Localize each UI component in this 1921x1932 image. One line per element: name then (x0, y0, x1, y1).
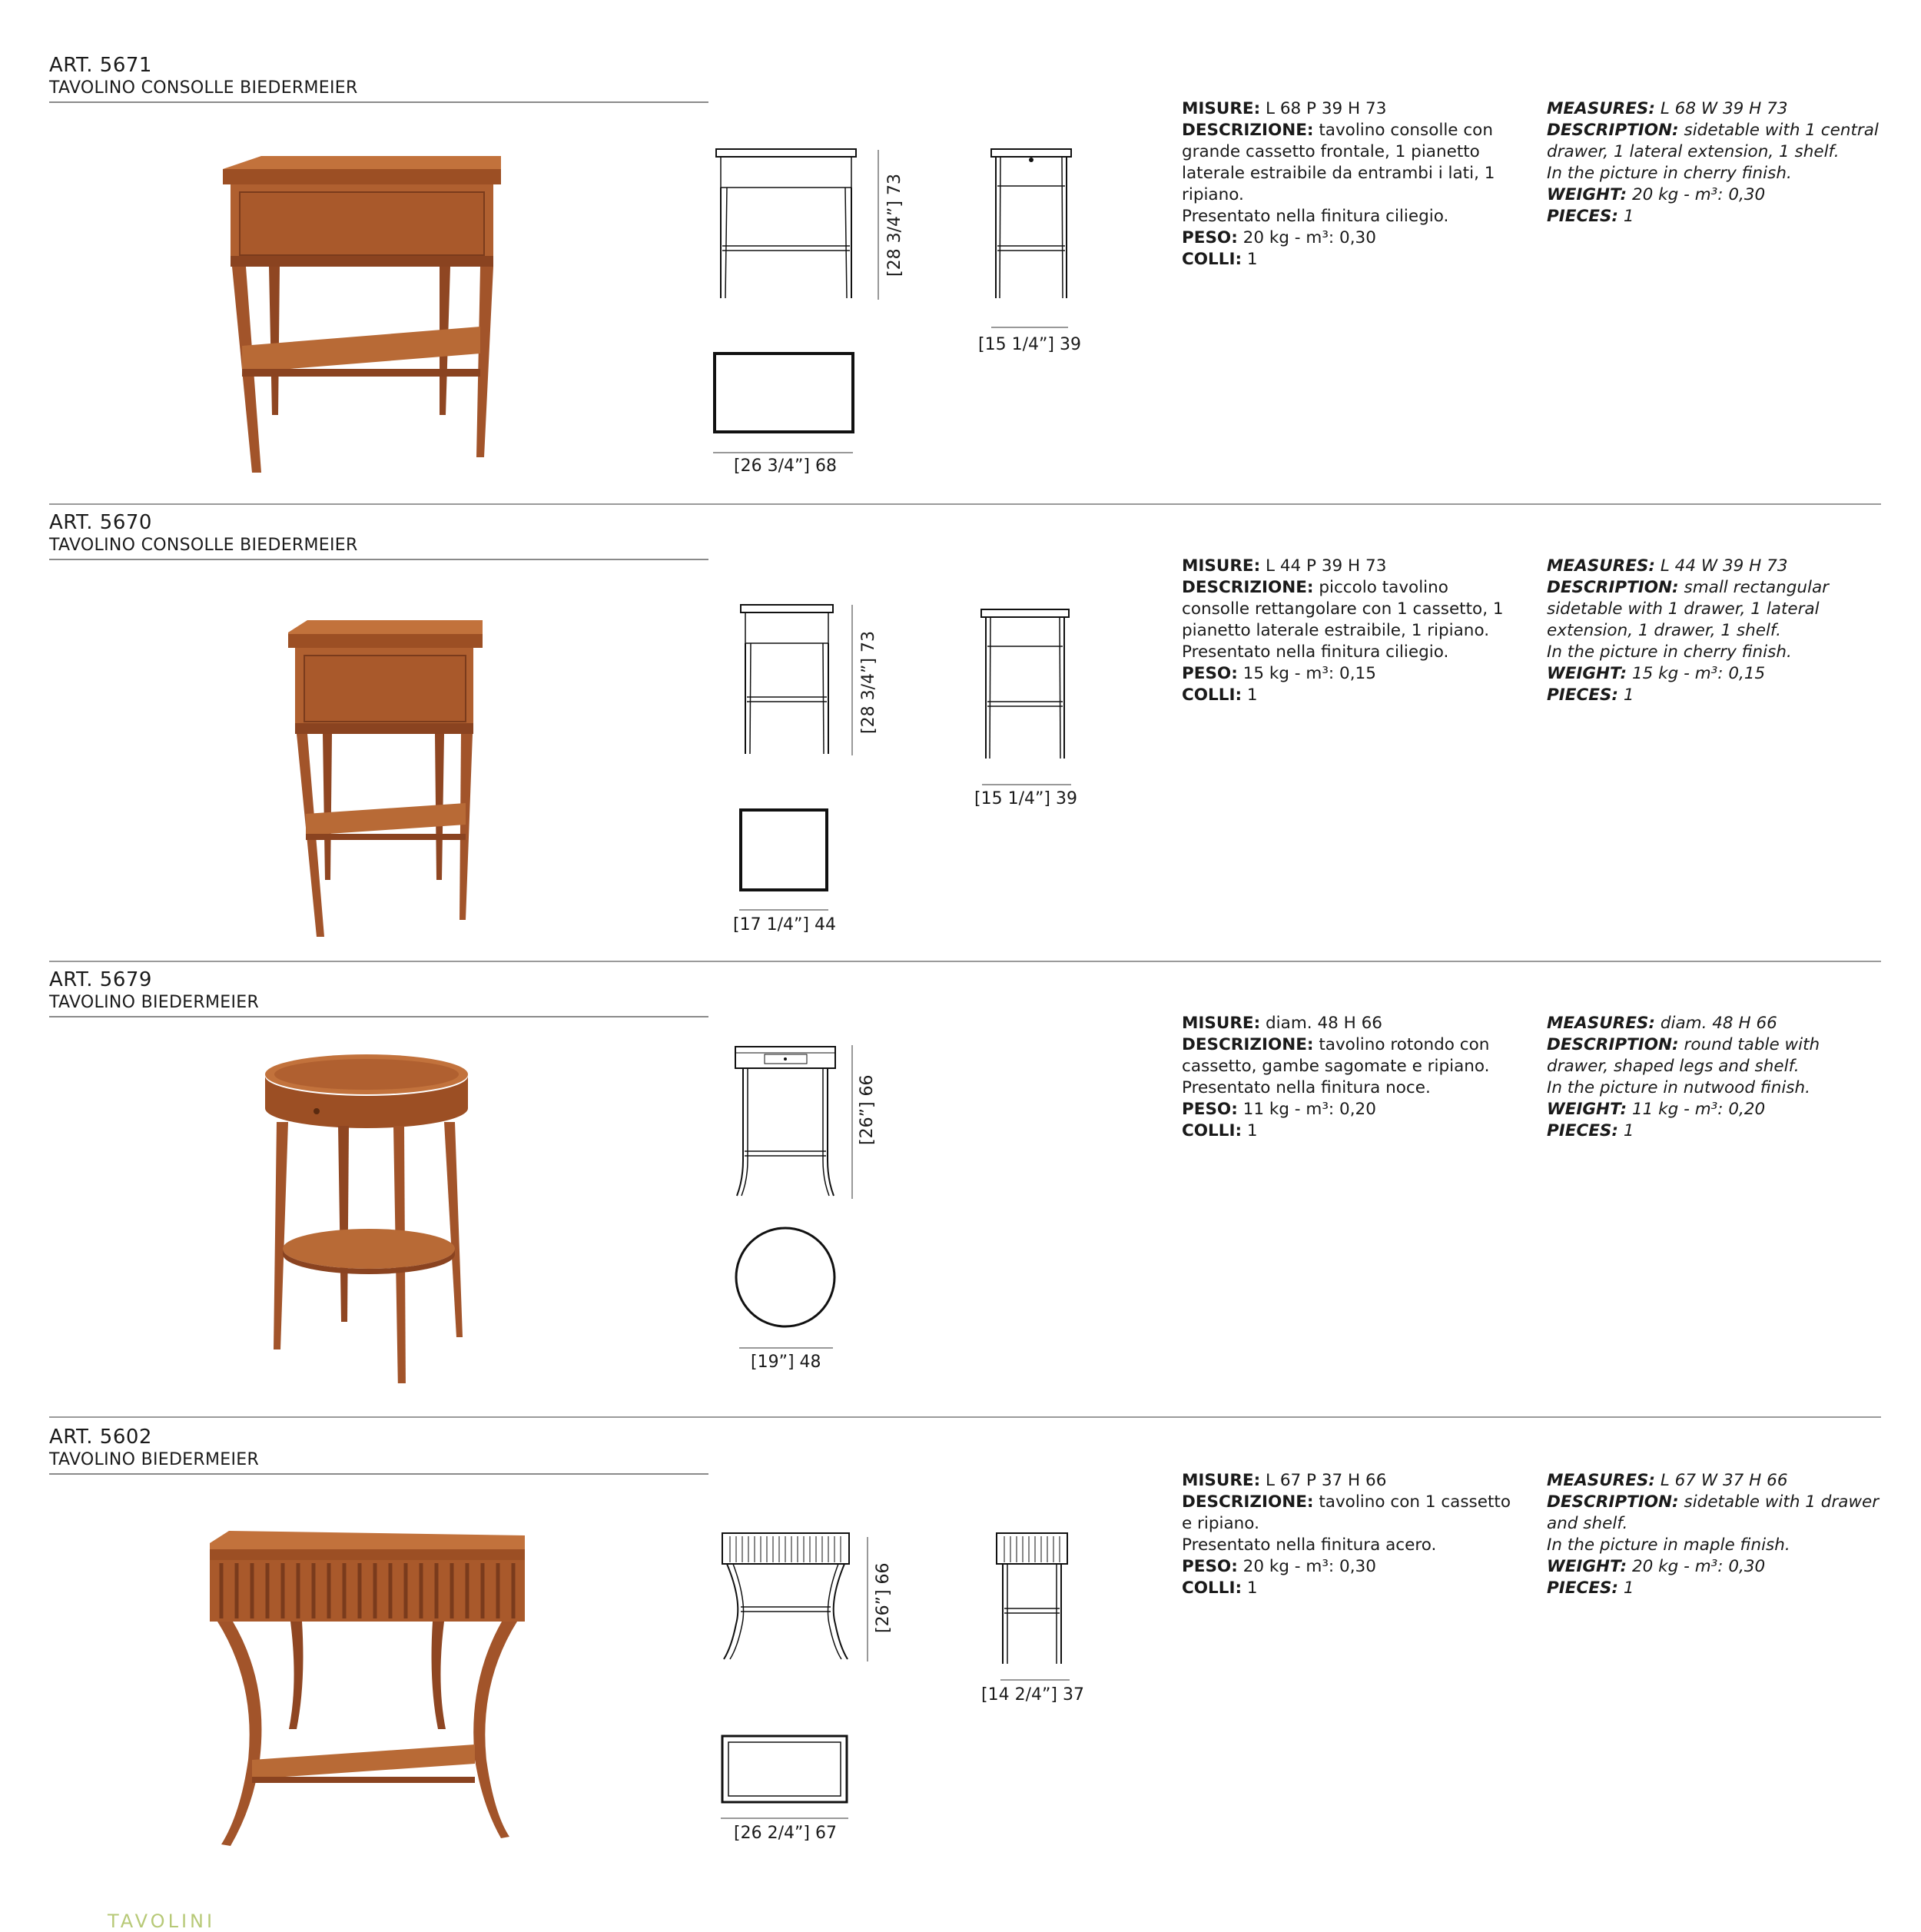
description-value: sidetable with 1 drawer and shelf. (1547, 1492, 1880, 1533)
pieces-value: 1 (1623, 1121, 1634, 1140)
description-value: small rectangular sidetable with 1 drawer, 1 lateral extension, 1 drawer, 1 shelf. (1547, 578, 1829, 640)
weight-label: WEIGHT: (1547, 1100, 1627, 1119)
pieces-label: COLLI: (1182, 1578, 1243, 1598)
product-section-5679 (0, 915, 1921, 1372)
top-view-drawing (713, 352, 856, 435)
pieces-value: 1 (1246, 250, 1258, 269)
pieces-value: 1 (1623, 1578, 1634, 1598)
weight-value: 15 kg - m³: 0,15 (1243, 664, 1376, 683)
description-italian (1182, 1470, 1520, 1599)
depth-dimension-label: [15 1/4”] 39 (974, 789, 1077, 808)
article-name: TAVOLINO BIEDERMEIER (49, 993, 260, 1012)
front-elevation-drawing (721, 1532, 851, 1662)
weight-value: 20 kg - m³: 0,30 (1243, 1557, 1376, 1576)
pieces-value: 1 (1246, 685, 1258, 705)
depth-dimension-line (982, 784, 1071, 785)
width-dimension-label: [17 1/4”] 44 (733, 915, 836, 934)
width-dimension-line (713, 452, 853, 453)
measures-value: L 44 W 39 H 73 (1660, 556, 1788, 576)
measures-value: diam. 48 H 66 (1660, 1014, 1777, 1033)
side-elevation-drawing (995, 1532, 1070, 1667)
finish-text: Presentato nella finitura acero. (1182, 1535, 1437, 1555)
pieces-label: PIECES: (1547, 207, 1618, 226)
diameter-dimension-label: [19”] 48 (751, 1353, 821, 1372)
weight-label: PESO: (1182, 1100, 1238, 1119)
finish-text: In the picture in cherry finish. (1547, 164, 1792, 183)
weight-value: 20 kg - m³: 0,30 (1631, 185, 1766, 204)
measures-value: diam. 48 H 66 (1266, 1014, 1382, 1033)
weight-label: PESO: (1182, 664, 1238, 683)
depth-dimension-label: [15 1/4”] 39 (978, 335, 1081, 354)
width-dimension-line (721, 1817, 848, 1819)
pieces-label: COLLI: (1182, 1121, 1243, 1140)
description-label: DESCRIZIONE: (1182, 1492, 1314, 1512)
description-label: DESCRIPTION: (1547, 1035, 1679, 1054)
width-dimension-line (739, 909, 828, 911)
height-dimension-label: [26”] 66 (858, 1074, 877, 1145)
article-name: TAVOLINO BIEDERMEIER (49, 1450, 260, 1469)
height-dimension-line (851, 1045, 853, 1199)
product-photo (261, 1053, 476, 1383)
width-dimension-label: [26 2/4”] 67 (734, 1824, 837, 1843)
top-view-drawing (734, 1226, 837, 1329)
measures-value: L 67 P 37 H 66 (1266, 1471, 1387, 1490)
side-elevation-drawing (990, 148, 1074, 301)
description-value: tavolino rotondo con cassetto, gambe sagomate e ripiano. (1182, 1035, 1490, 1076)
height-dimension-label: [26”] 66 (874, 1562, 893, 1633)
product-photo (284, 619, 492, 941)
front-elevation-drawing (715, 148, 861, 301)
description-label: DESCRIPTION: (1547, 121, 1679, 140)
weight-value: 11 kg - m³: 0,20 (1243, 1100, 1376, 1119)
finish-text: In the picture in maple finish. (1547, 1535, 1790, 1555)
height-dimension-line (851, 605, 853, 755)
weight-label: WEIGHT: (1547, 1557, 1627, 1576)
height-dimension-line (878, 150, 879, 300)
description-italian (1182, 1013, 1520, 1142)
measures-label: MEASURES: (1547, 556, 1655, 576)
description-label: DESCRIZIONE: (1182, 121, 1314, 140)
pieces-label: PIECES: (1547, 1121, 1618, 1140)
depth-dimension-line (1000, 1679, 1070, 1681)
height-dimension-line (867, 1537, 868, 1661)
title-rule (49, 559, 708, 560)
measures-value: L 44 P 39 H 73 (1266, 556, 1387, 576)
finish-text: In the picture in nutwood finish. (1547, 1078, 1810, 1097)
article-number: ART. 5671 (49, 54, 152, 77)
product-photo (215, 150, 515, 480)
description-value: round table with drawer, shaped legs and shelf. (1547, 1035, 1820, 1076)
pieces-label: COLLI: (1182, 685, 1243, 705)
pieces-label: PIECES: (1547, 1578, 1618, 1598)
product-section-5670 (0, 457, 1921, 934)
title-rule (49, 101, 708, 103)
weight-value: 20 kg - m³: 0,30 (1243, 228, 1376, 247)
product-section-5671 (0, 0, 1921, 476)
diameter-dimension-line (739, 1347, 833, 1349)
description-english (1547, 1013, 1885, 1142)
description-italian (1182, 556, 1520, 706)
top-view-drawing (721, 1734, 848, 1804)
description-english (1547, 556, 1885, 706)
article-number: ART. 5602 (49, 1426, 152, 1449)
weight-label: PESO: (1182, 1557, 1238, 1576)
depth-dimension-line (991, 327, 1068, 328)
description-value: sidetable with 1 central drawer, 1 lateral extension, 1 shelf. (1547, 121, 1879, 161)
side-elevation-drawing (980, 608, 1072, 762)
measures-value: L 68 W 39 H 73 (1660, 99, 1788, 118)
measures-label: MEASURES: (1547, 1471, 1655, 1490)
weight-value: 15 kg - m³: 0,15 (1631, 664, 1766, 683)
product-photo (206, 1529, 529, 1860)
footer-section-label: TAVOLINI (108, 1910, 216, 1932)
article-number: ART. 5670 (49, 511, 152, 534)
pieces-value: 1 (1623, 207, 1634, 226)
product-section-5602 (0, 1372, 1921, 1843)
description-english (1547, 98, 1885, 227)
finish-text: Presentato nella finitura ciliegio. (1182, 642, 1449, 662)
measures-value: L 67 W 37 H 66 (1660, 1471, 1788, 1490)
pieces-value: 1 (1246, 1121, 1258, 1140)
weight-label: WEIGHT: (1547, 185, 1627, 204)
description-italian (1182, 98, 1520, 271)
description-label: DESCRIPTION: (1547, 1492, 1679, 1512)
measures-label: MEASURES: (1547, 99, 1655, 118)
article-name: TAVOLINO CONSOLLE BIEDERMEIER (49, 78, 358, 98)
weight-label: PESO: (1182, 228, 1238, 247)
measures-value: L 68 P 39 H 73 (1266, 99, 1387, 118)
description-label: DESCRIZIONE: (1182, 578, 1314, 597)
title-rule (49, 1016, 708, 1017)
width-dimension-label: [26 3/4”] 68 (734, 456, 837, 476)
pieces-value: 1 (1246, 1578, 1258, 1598)
weight-value: 11 kg - m³: 0,20 (1631, 1100, 1766, 1119)
pieces-label: COLLI: (1182, 250, 1243, 269)
measures-label: MEASURES: (1547, 1014, 1655, 1033)
pieces-value: 1 (1623, 685, 1634, 705)
description-label: DESCRIZIONE: (1182, 1035, 1314, 1054)
description-value: piccolo tavolino consolle rettangolare con 1 cassetto, 1 pianetto laterale estraibile, 1 ripiano. (1182, 578, 1504, 640)
article-name: TAVOLINO CONSOLLE BIEDERMEIER (49, 536, 358, 555)
description-english (1547, 1470, 1885, 1599)
top-view-drawing (739, 808, 830, 891)
description-label: DESCRIPTION: (1547, 578, 1679, 597)
measures-label: MISURE: (1182, 1014, 1261, 1033)
front-elevation-drawing (734, 1045, 838, 1199)
finish-text: In the picture in cherry finish. (1547, 642, 1792, 662)
finish-text: Presentato nella finitura ciliegio. (1182, 207, 1449, 226)
depth-dimension-label: [14 2/4”] 37 (981, 1685, 1084, 1705)
finish-text: Presentato nella finitura noce. (1182, 1078, 1431, 1097)
measures-label: MISURE: (1182, 556, 1261, 576)
description-value: tavolino con 1 cassetto e ripiano. (1182, 1492, 1511, 1533)
measures-label: MISURE: (1182, 1471, 1261, 1490)
measures-label: MISURE: (1182, 99, 1261, 118)
weight-value: 20 kg - m³: 0,30 (1631, 1557, 1766, 1576)
height-dimension-label: [28 3/4”] 73 (859, 631, 878, 734)
height-dimension-label: [28 3/4”] 73 (885, 174, 904, 277)
pieces-label: PIECES: (1547, 685, 1618, 705)
weight-label: WEIGHT: (1547, 664, 1627, 683)
article-number: ART. 5679 (49, 968, 152, 991)
description-value: tavolino consolle con grande cassetto frontale, 1 pianetto laterale estraibile da entrambi i lati, 1 ripiano. (1182, 121, 1495, 204)
front-elevation-drawing (739, 603, 836, 757)
title-rule (49, 1473, 708, 1475)
